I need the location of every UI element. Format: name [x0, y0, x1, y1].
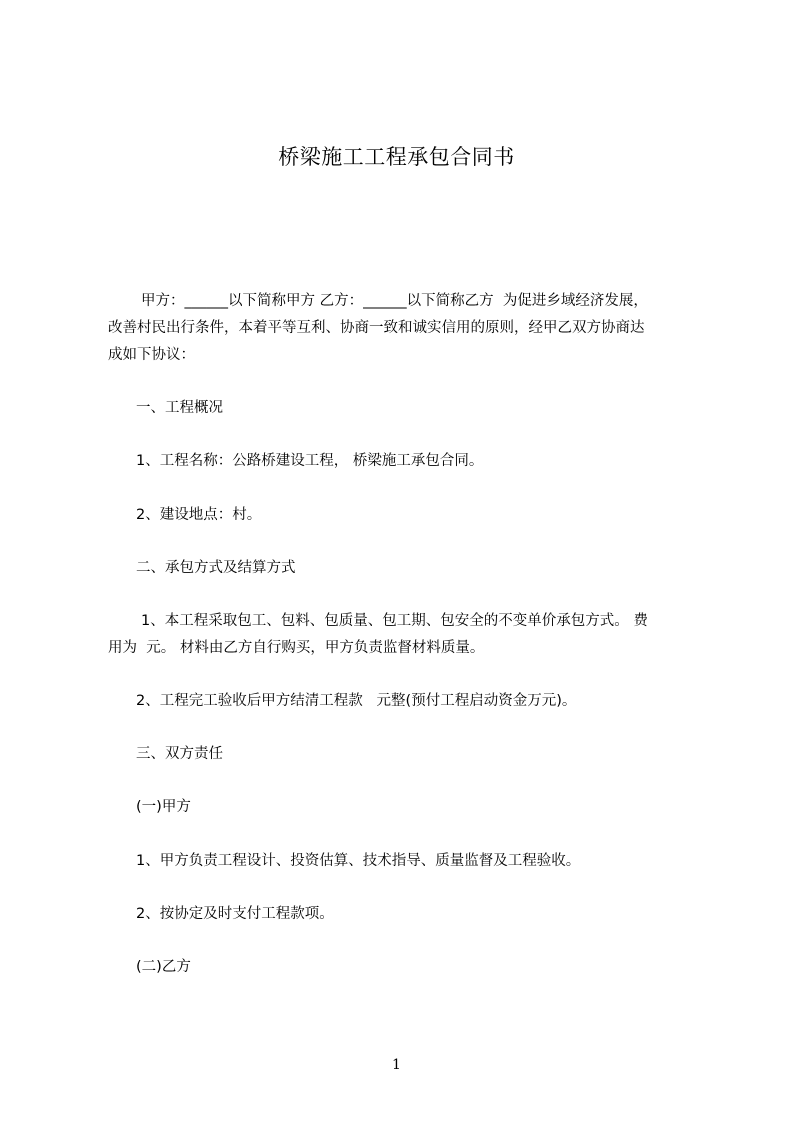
intro-line-3: 成如下协议：: [108, 347, 195, 363]
party-b-heading: (二)乙方: [136, 959, 191, 975]
intro-line-2: 改善村民出行条件，本着平等互利、协商一致和诚实信用的原则，经甲乙双方协商达: [108, 320, 645, 336]
intro-line-1: 甲方：______以下简称甲方 乙方：______以下简称乙方 为促进乡域经济发展，: [141, 293, 648, 309]
party-a-item-2: 2、按协定及时支付工程款项。: [136, 906, 334, 922]
section-2-heading: 二、承包方式及结算方式: [136, 560, 296, 576]
section-1-heading: 一、工程概况: [136, 400, 223, 416]
section-2-item-1-line-2: 用为 元。 材料由乙方自行购买，甲方负责监督材料质量。: [108, 640, 485, 656]
section-2-item-1-line-1: 1、本工程采取包工、包料、包质量、包工期、包安全的不变单价承包方式。 费: [141, 613, 648, 629]
section-1-item-1: 1、工程名称：公路桥建设工程， 桥梁施工承包合同。: [136, 453, 484, 469]
section-2-item-2: 2、工程完工验收后甲方结清工程款 元整(预付工程启动资金万元)。: [136, 693, 577, 709]
section-3-heading: 三、双方责任: [136, 746, 223, 762]
party-a-heading: (一)甲方: [136, 799, 191, 815]
section-1-item-2: 2、建设地点：村。: [136, 507, 262, 523]
document-title: 桥梁施工工程承包合同书: [278, 145, 515, 169]
party-a-item-1: 1、甲方负责工程设计、投资估算、技术指导、质量监督及工程验收。: [136, 853, 581, 869]
page-number: 1: [392, 1057, 401, 1073]
